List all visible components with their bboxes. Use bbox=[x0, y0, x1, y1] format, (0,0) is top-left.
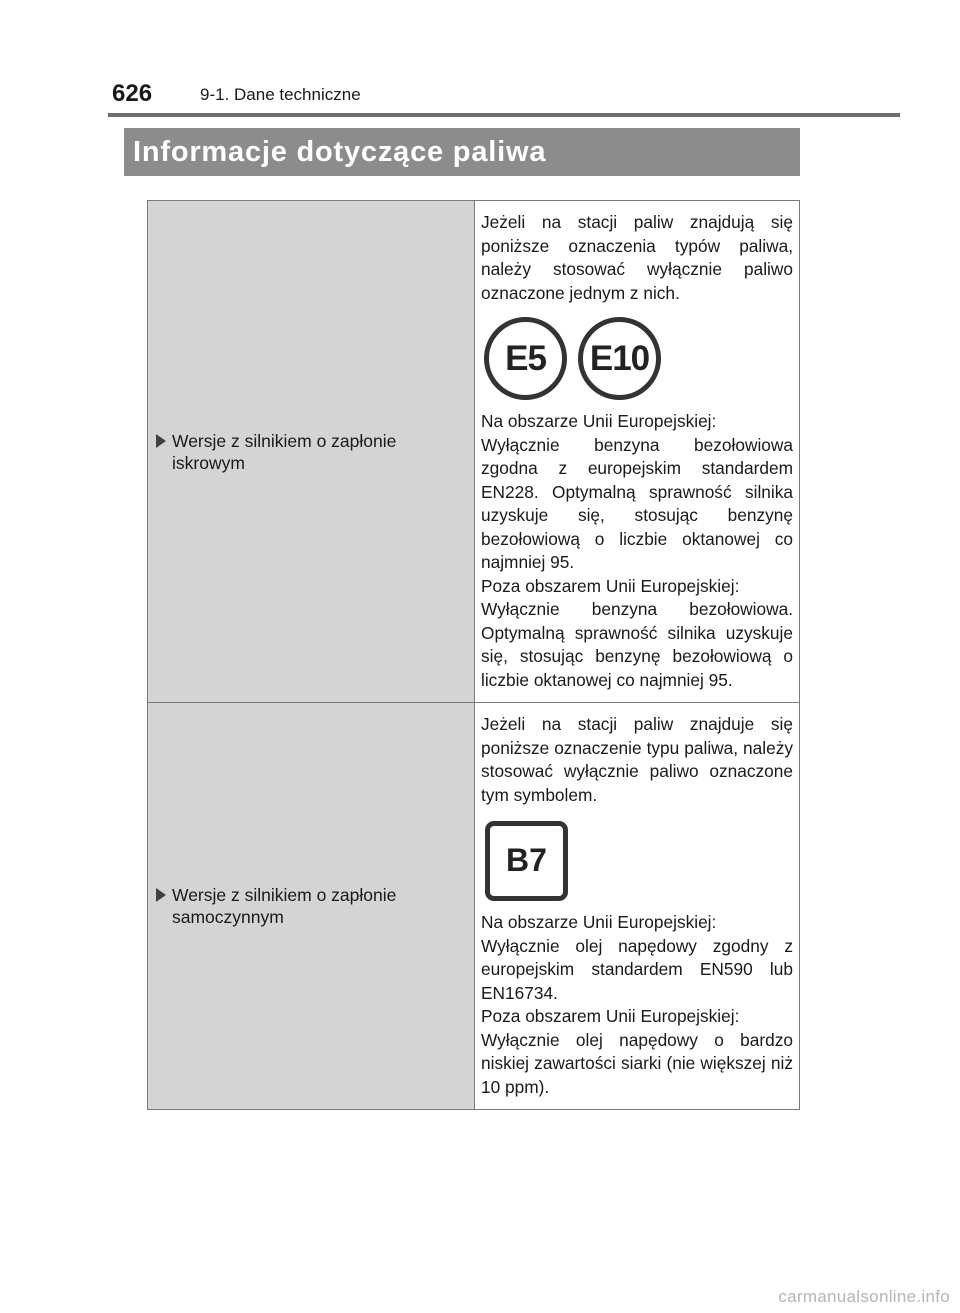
fuel-badges bbox=[484, 317, 793, 400]
variant-cell-diesel bbox=[148, 703, 475, 1110]
variant-petrol bbox=[148, 430, 474, 474]
variant-label: Wersje z silnikiem o zapłonie samoczynnym bbox=[172, 885, 397, 927]
table-row bbox=[148, 201, 800, 703]
non-eu-text: Wyłącznie olej napędowy o bardzo niskiej zawartości siarki (nie większej niż 10 ppm). bbox=[481, 1029, 793, 1097]
header-divider bbox=[108, 113, 900, 117]
table-row bbox=[148, 703, 800, 1110]
non-eu-text: Wyłącznie benzyna bezołowiowa. Optymalną sprawność silnika uzyskuje się, stosując benzynę bezołowiową o liczbie oktanowej co najmniej 95. bbox=[481, 599, 793, 690]
page-title: Informacje dotyczące paliwa bbox=[133, 136, 547, 168]
info-cell-diesel bbox=[475, 703, 800, 1110]
section-title-bar bbox=[124, 128, 800, 176]
page-number: 626 bbox=[112, 80, 153, 107]
triangle-bullet-icon bbox=[156, 434, 166, 448]
non-eu-heading: Poza obszarem Unii Europejskiej: bbox=[481, 575, 740, 596]
intro-text: Jeżeli na stacji paliw znajduje się poniższe oznaczenie typu paliwa, należy stosować wyłącznie paliwo oznaczone tym symbolem. bbox=[481, 714, 793, 805]
info-cell-petrol bbox=[475, 201, 800, 703]
non-eu-heading: Poza obszarem Unii Europejskiej: bbox=[481, 1006, 740, 1026]
e5-fuel-badge-icon: E5 bbox=[484, 317, 567, 400]
b7-fuel-badge-icon: B7 bbox=[485, 821, 568, 901]
eu-heading: Na obszarze Unii Europejskiej: bbox=[481, 411, 717, 431]
e10-fuel-badge-icon: E10 bbox=[578, 317, 661, 400]
variant-label: Wersje z silnikiem o zapłonie iskrowym bbox=[172, 430, 397, 473]
eu-heading: Na obszarze Unii Europejskiej: bbox=[481, 912, 717, 932]
intro-text: Jeżeli na stacji paliw znajdują się poniższe oznaczenia typów paliwa, należy stosować wyłącznie paliwo oznaczone jednym z nich. bbox=[481, 212, 793, 303]
section-label: 9-1. Dane techniczne bbox=[200, 85, 361, 104]
eu-text: Wyłącznie benzyna bezołowiowa zgodna z europejskim standardem EN228. Optymalną sprawność silnika uzyskuje się, stosując benzynę bezołowiową o liczbie oktanowej co najmniej 95. bbox=[481, 434, 793, 572]
eu-text: Wyłącznie olej napędowy zgodny z europejskim standardem EN590 lub EN16734. bbox=[481, 935, 793, 1003]
variant-diesel bbox=[148, 884, 474, 928]
watermark: carmanualsonline.info bbox=[778, 1287, 950, 1306]
fuel-info-table bbox=[147, 200, 800, 1110]
triangle-bullet-icon bbox=[156, 888, 166, 902]
variant-cell-petrol bbox=[148, 201, 475, 703]
